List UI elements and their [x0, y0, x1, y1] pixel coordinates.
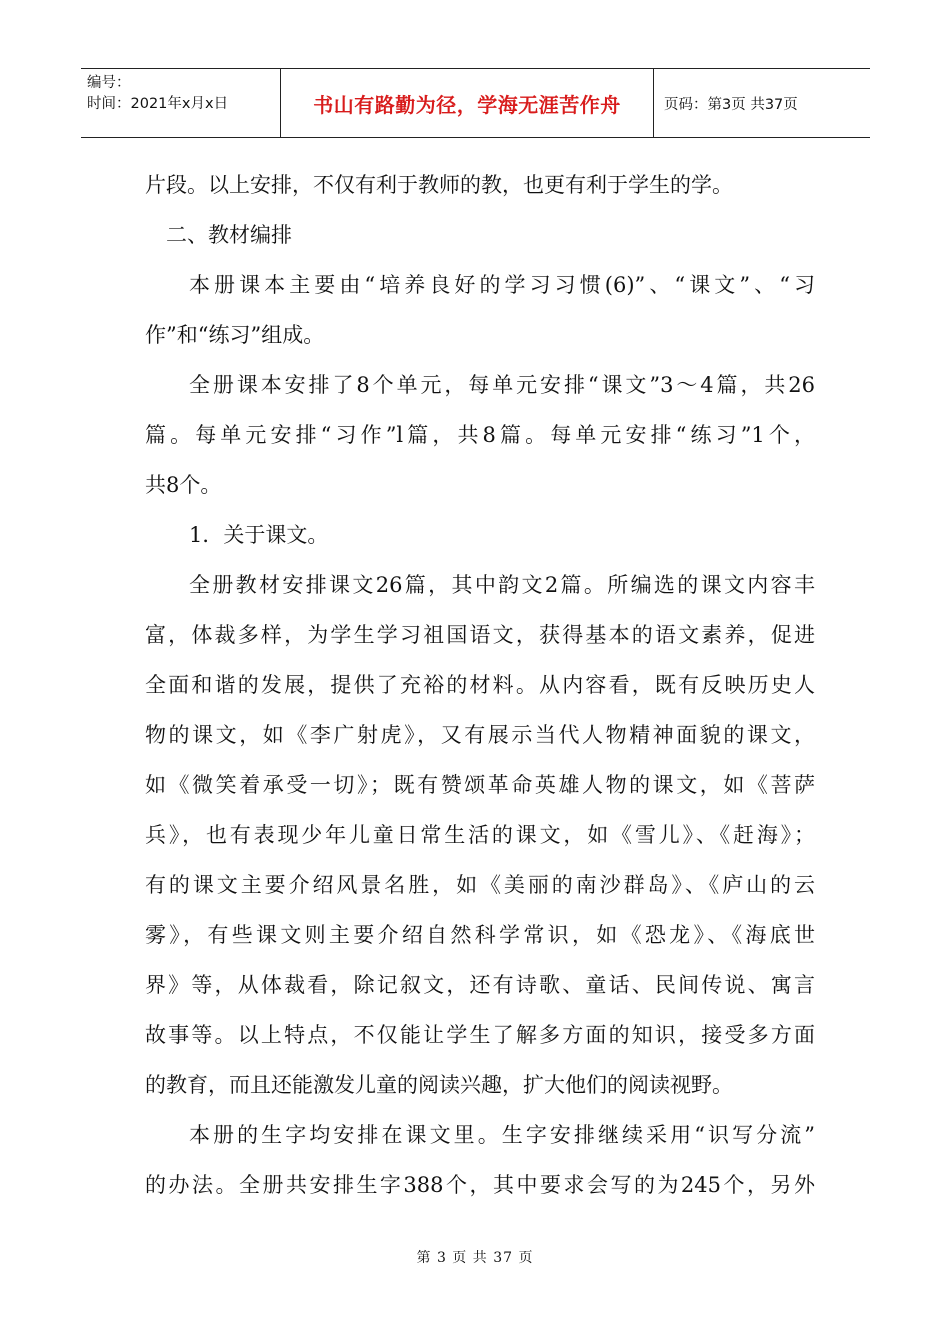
body-line: 全册课本安排了8个单元，每单元安排“课文”3～4篇，共26 [189, 373, 815, 397]
body-line: 富，体裁多样，为学生学习祖国语文，获得基本的语文素养，促进 [145, 623, 815, 647]
body-line: 的教育，而且还能激发儿童的阅读兴趣，扩大他们的阅读视野。 [145, 1073, 733, 1097]
body-line: 兵》，也有表现少年儿童日常生活的课文，如《雪儿》、《赶海》； [145, 823, 815, 847]
body-line: 篇。每单元安排“习作”l篇，共8篇。每单元安排“练习”1个， [145, 423, 815, 447]
header-motto: 书山有路勤为径，学海无涯苦作舟 [313, 92, 621, 117]
header-meta [81, 69, 281, 137]
body-line: 界》等，从体裁看，除记叙文，还有诗歌、童话、民间传说、寓言 [145, 973, 815, 997]
header-motto-cell [281, 69, 654, 137]
subsection-heading: 1．关于课文。 [189, 523, 329, 547]
body-line: 如《微笑着承受一切》；既有赞颂革命英雄人物的课文，如《菩萨 [145, 773, 815, 797]
document-number-label: 编号： [87, 75, 131, 91]
body-line: 片段。以上安排，不仅有利于教师的教，也更有利于学生的学。 [145, 173, 733, 197]
page-header [81, 68, 870, 138]
body-line: 雾》，有些课文则主要介绍自然科学常识，如《恐龙》、《海底世 [145, 923, 815, 947]
body-line: 共8个。 [145, 473, 222, 497]
body-line: 全面和谐的发展，提供了充裕的材料。从内容看，既有反映历史人 [145, 673, 815, 697]
body-line: 本册课本主要由“培养良好的学习习惯(6)”、“课文”、“习 [189, 273, 815, 297]
header-page-cell [654, 69, 870, 137]
section-heading: 二、教材编排 [166, 223, 292, 247]
body-line: 全册教材安排课文26篇，其中韵文2篇。所编选的课文内容丰 [189, 573, 815, 597]
body-line: 故事等。以上特点，不仅能让学生了解多方面的知识，接受多方面 [145, 1023, 815, 1047]
body-text [145, 160, 815, 1210]
page-footer: 第 3 页 共 37 页 [416, 1250, 534, 1266]
document-date: 时间：2021年x月x日 [87, 96, 229, 112]
header-page-info: 页码：第3页 共37页 [664, 96, 798, 113]
body-line: 本册的生字均安排在课文里。生字安排继续采用“识写分流” [189, 1123, 815, 1147]
body-line: 物的课文，如《李广射虎》，又有展示当代人物精神面貌的课文， [145, 723, 815, 747]
body-line: 的办法。全册共安排生字388个，其中要求会写的为245个，另外 [145, 1173, 815, 1197]
body-line: 作”和“练习”组成。 [145, 323, 325, 347]
body-line: 有的课文主要介绍风景名胜，如《美丽的南沙群岛》、《庐山的云 [145, 873, 815, 897]
